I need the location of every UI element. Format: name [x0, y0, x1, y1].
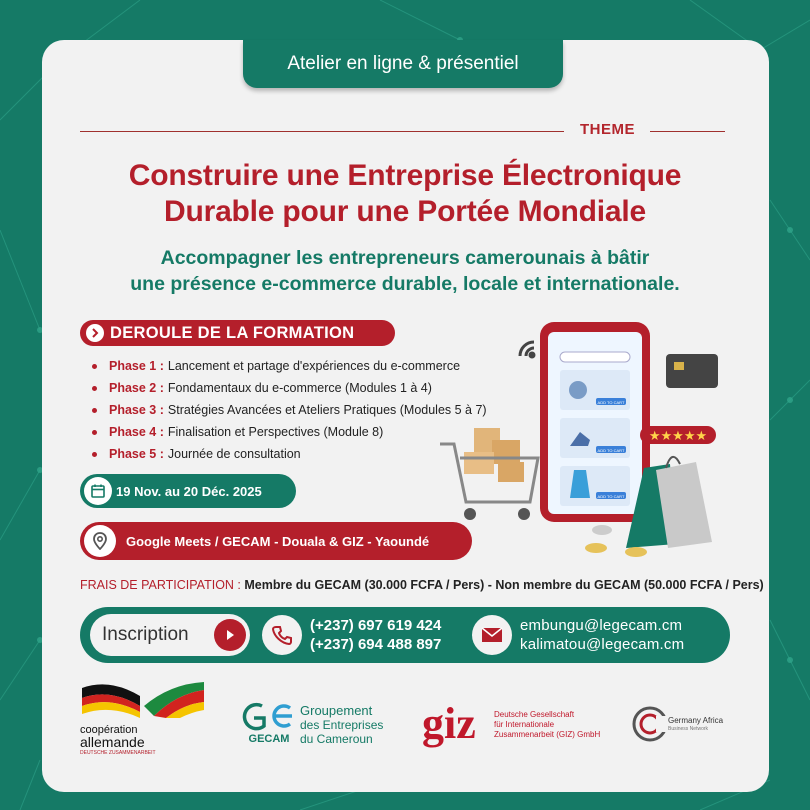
- credit-card-illustration: [666, 354, 718, 388]
- map-pin-icon: [84, 525, 116, 557]
- location-text: Google Meets / GECAM - Douala & GIZ - Yaoundé: [126, 533, 430, 549]
- flag-ribbon-icon: [80, 676, 210, 718]
- gecam-line-1: Groupement: [300, 703, 373, 718]
- bullet-icon: [92, 386, 97, 391]
- training-heading-label: DEROULE DE LA FORMATION: [110, 323, 355, 342]
- theme-divider-left: [80, 131, 564, 132]
- register-button[interactable]: [90, 614, 250, 656]
- gecam-mark-icon: [240, 700, 298, 744]
- svg-text:ADD TO CART: ADD TO CART: [597, 494, 625, 499]
- play-arrow-icon: [214, 619, 246, 651]
- shopping-cart-illustration: [440, 428, 538, 520]
- subtitle-line-1: Accompagner les entrepreneurs camerounais à bâtir: [160, 247, 650, 269]
- gecam-logo: [240, 700, 390, 760]
- giz-mark: giz: [422, 699, 476, 748]
- format-tab: [243, 40, 563, 88]
- arrow-right-icon: [86, 324, 104, 342]
- subtitle: [60, 245, 750, 297]
- gecam-line-2: des Entreprises: [300, 718, 384, 732]
- giz-line-2: für Internationale: [494, 720, 555, 729]
- cooperation-allemande-logo: [80, 676, 210, 756]
- subtitle-line-2: une présence e-commerce durable, locale et internationale.: [130, 273, 680, 295]
- phase-label: Phase 2 :: [109, 381, 164, 395]
- email-link[interactable]: kalimatou@legecam.cm: [520, 636, 685, 653]
- phone-icon: [262, 615, 302, 655]
- phase-text: Finalisation et Perspectives (Module 8): [167, 425, 384, 439]
- phone-numbers: [310, 616, 441, 654]
- theme-label: THEME: [580, 121, 635, 138]
- gecam-line-3: du Cameroun: [300, 732, 373, 746]
- giz-logo: [422, 699, 622, 752]
- gabn-line-1: Germany Africa: [668, 716, 724, 725]
- gabn-mark-icon: [630, 704, 670, 744]
- phase-text: Stratégies Avancées et Ateliers Pratiques (Modules 5 à 7): [167, 403, 487, 417]
- phone-number[interactable]: (+237) 697 619 424: [310, 617, 442, 634]
- ecommerce-illustration: [430, 318, 730, 568]
- phase-label: Phase 4 :: [109, 425, 164, 439]
- stars-icon: ★★★★★: [648, 429, 708, 444]
- date-badge: [80, 474, 296, 508]
- coop-line-3: DEUTSCHE ZUSAMMENARBEIT: [80, 750, 156, 756]
- bullet-icon: [92, 430, 97, 435]
- phase-label: Phase 5 :: [109, 447, 164, 461]
- bullet-icon: [92, 364, 97, 369]
- register-label: Inscription: [102, 624, 189, 645]
- germany-africa-logo: [630, 704, 740, 748]
- calendar-icon: [84, 477, 112, 505]
- participation-fees: [80, 578, 770, 592]
- coop-line-1: coopération: [80, 724, 138, 736]
- phone-number[interactable]: (+237) 694 488 897: [310, 636, 442, 653]
- fees-label: FRAIS DE PARTICIPATION :: [80, 578, 241, 592]
- training-heading: [80, 320, 395, 346]
- mail-icon: [472, 615, 512, 655]
- product-card: [560, 418, 630, 458]
- phase-text: Lancement et partage d'expériences du e-commerce: [167, 359, 461, 373]
- title-line-2: Durable pour une Portée Mondiale: [164, 195, 646, 228]
- theme-divider-right: [650, 131, 725, 132]
- svg-text:ADD TO CART: ADD TO CART: [597, 448, 625, 453]
- giz-line-1: Deutsche Gesellschaft: [494, 710, 575, 719]
- phase-label: Phase 1 :: [109, 359, 164, 373]
- location-badge: [80, 522, 472, 560]
- gabn-line-2: Business Network: [668, 726, 709, 732]
- page-title: [60, 158, 750, 230]
- bullet-icon: [92, 408, 97, 413]
- svg-text:GECAM: GECAM: [248, 733, 290, 744]
- email-link[interactable]: embungu@legecam.cm: [520, 617, 683, 634]
- product-card: [560, 466, 630, 506]
- product-card: [560, 370, 630, 410]
- format-label: Atelier en ligne & présentiel: [287, 53, 519, 74]
- title-line-1: Construire une Entreprise Électronique: [128, 159, 682, 192]
- email-addresses: [520, 616, 684, 654]
- bullet-icon: [92, 452, 97, 457]
- giz-line-3: Zusammenarbeit (GIZ) GmbH: [494, 730, 601, 739]
- coop-line-2: allemande: [80, 734, 145, 750]
- fees-value: Membre du GECAM (30.000 FCFA / Pers) - Non membre du GECAM (50.000 FCFA / Pers): [244, 578, 764, 592]
- phase-text: Journée de consultation: [167, 447, 301, 461]
- svg-text:ADD TO CART: ADD TO CART: [597, 400, 625, 405]
- wifi-icon: [520, 342, 534, 357]
- phase-text: Fondamentaux du e-commerce (Modules 1 à 4): [167, 381, 432, 395]
- phase-label: Phase 3 :: [109, 403, 164, 417]
- date-text: 19 Nov. au 20 Déc. 2025: [116, 483, 262, 499]
